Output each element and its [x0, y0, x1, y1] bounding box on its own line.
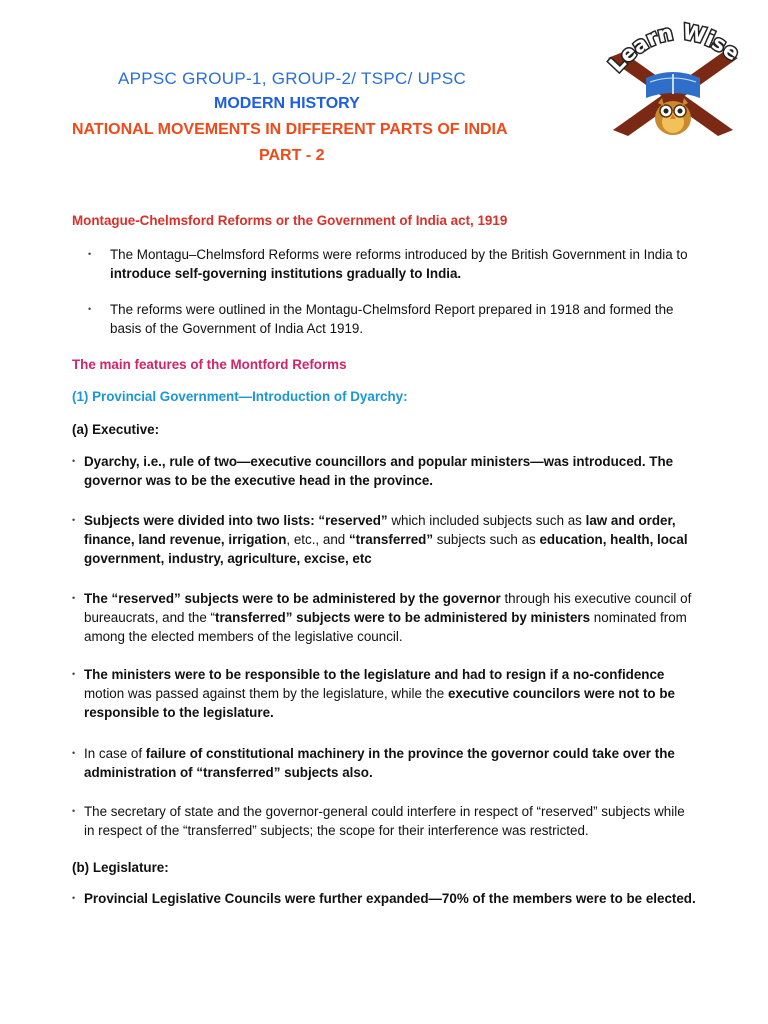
logo-text: Learn Wise: [604, 19, 745, 77]
part-title: PART - 2: [259, 147, 325, 164]
bullet-icon: •: [72, 456, 76, 466]
section-title-montford: Montague-Chelmsford Reforms or the Government of India act, 1919: [72, 213, 508, 228]
bullet-icon: •: [72, 748, 76, 758]
topic-title: NATIONAL MOVEMENTS IN DIFFERENT PARTS OF INDIA: [72, 121, 508, 138]
section-title-dyarchy: (1) Provincial Government—Introduction of Dyarchy:: [72, 389, 408, 404]
bullet-icon: •: [88, 249, 92, 259]
learn-wise-logo: [598, 18, 748, 143]
bullet-icon: •: [72, 806, 76, 816]
bullet-icon: •: [72, 515, 76, 525]
bullet-icon: •: [88, 304, 92, 314]
section-title-executive: (a) Executive:: [72, 422, 160, 437]
bullet-icon: •: [72, 669, 76, 679]
section-title-features: The main features of the Montford Reforms: [72, 357, 347, 372]
section-title-legislature: (b) Legislature:: [72, 860, 169, 875]
bullet-icon: •: [72, 593, 76, 603]
subject-title: MODERN HISTORY: [214, 95, 360, 112]
exam-title: APPSC GROUP-1, GROUP-2/ TSPC/ UPSC: [118, 69, 467, 88]
bullet-icon: •: [72, 893, 76, 903]
